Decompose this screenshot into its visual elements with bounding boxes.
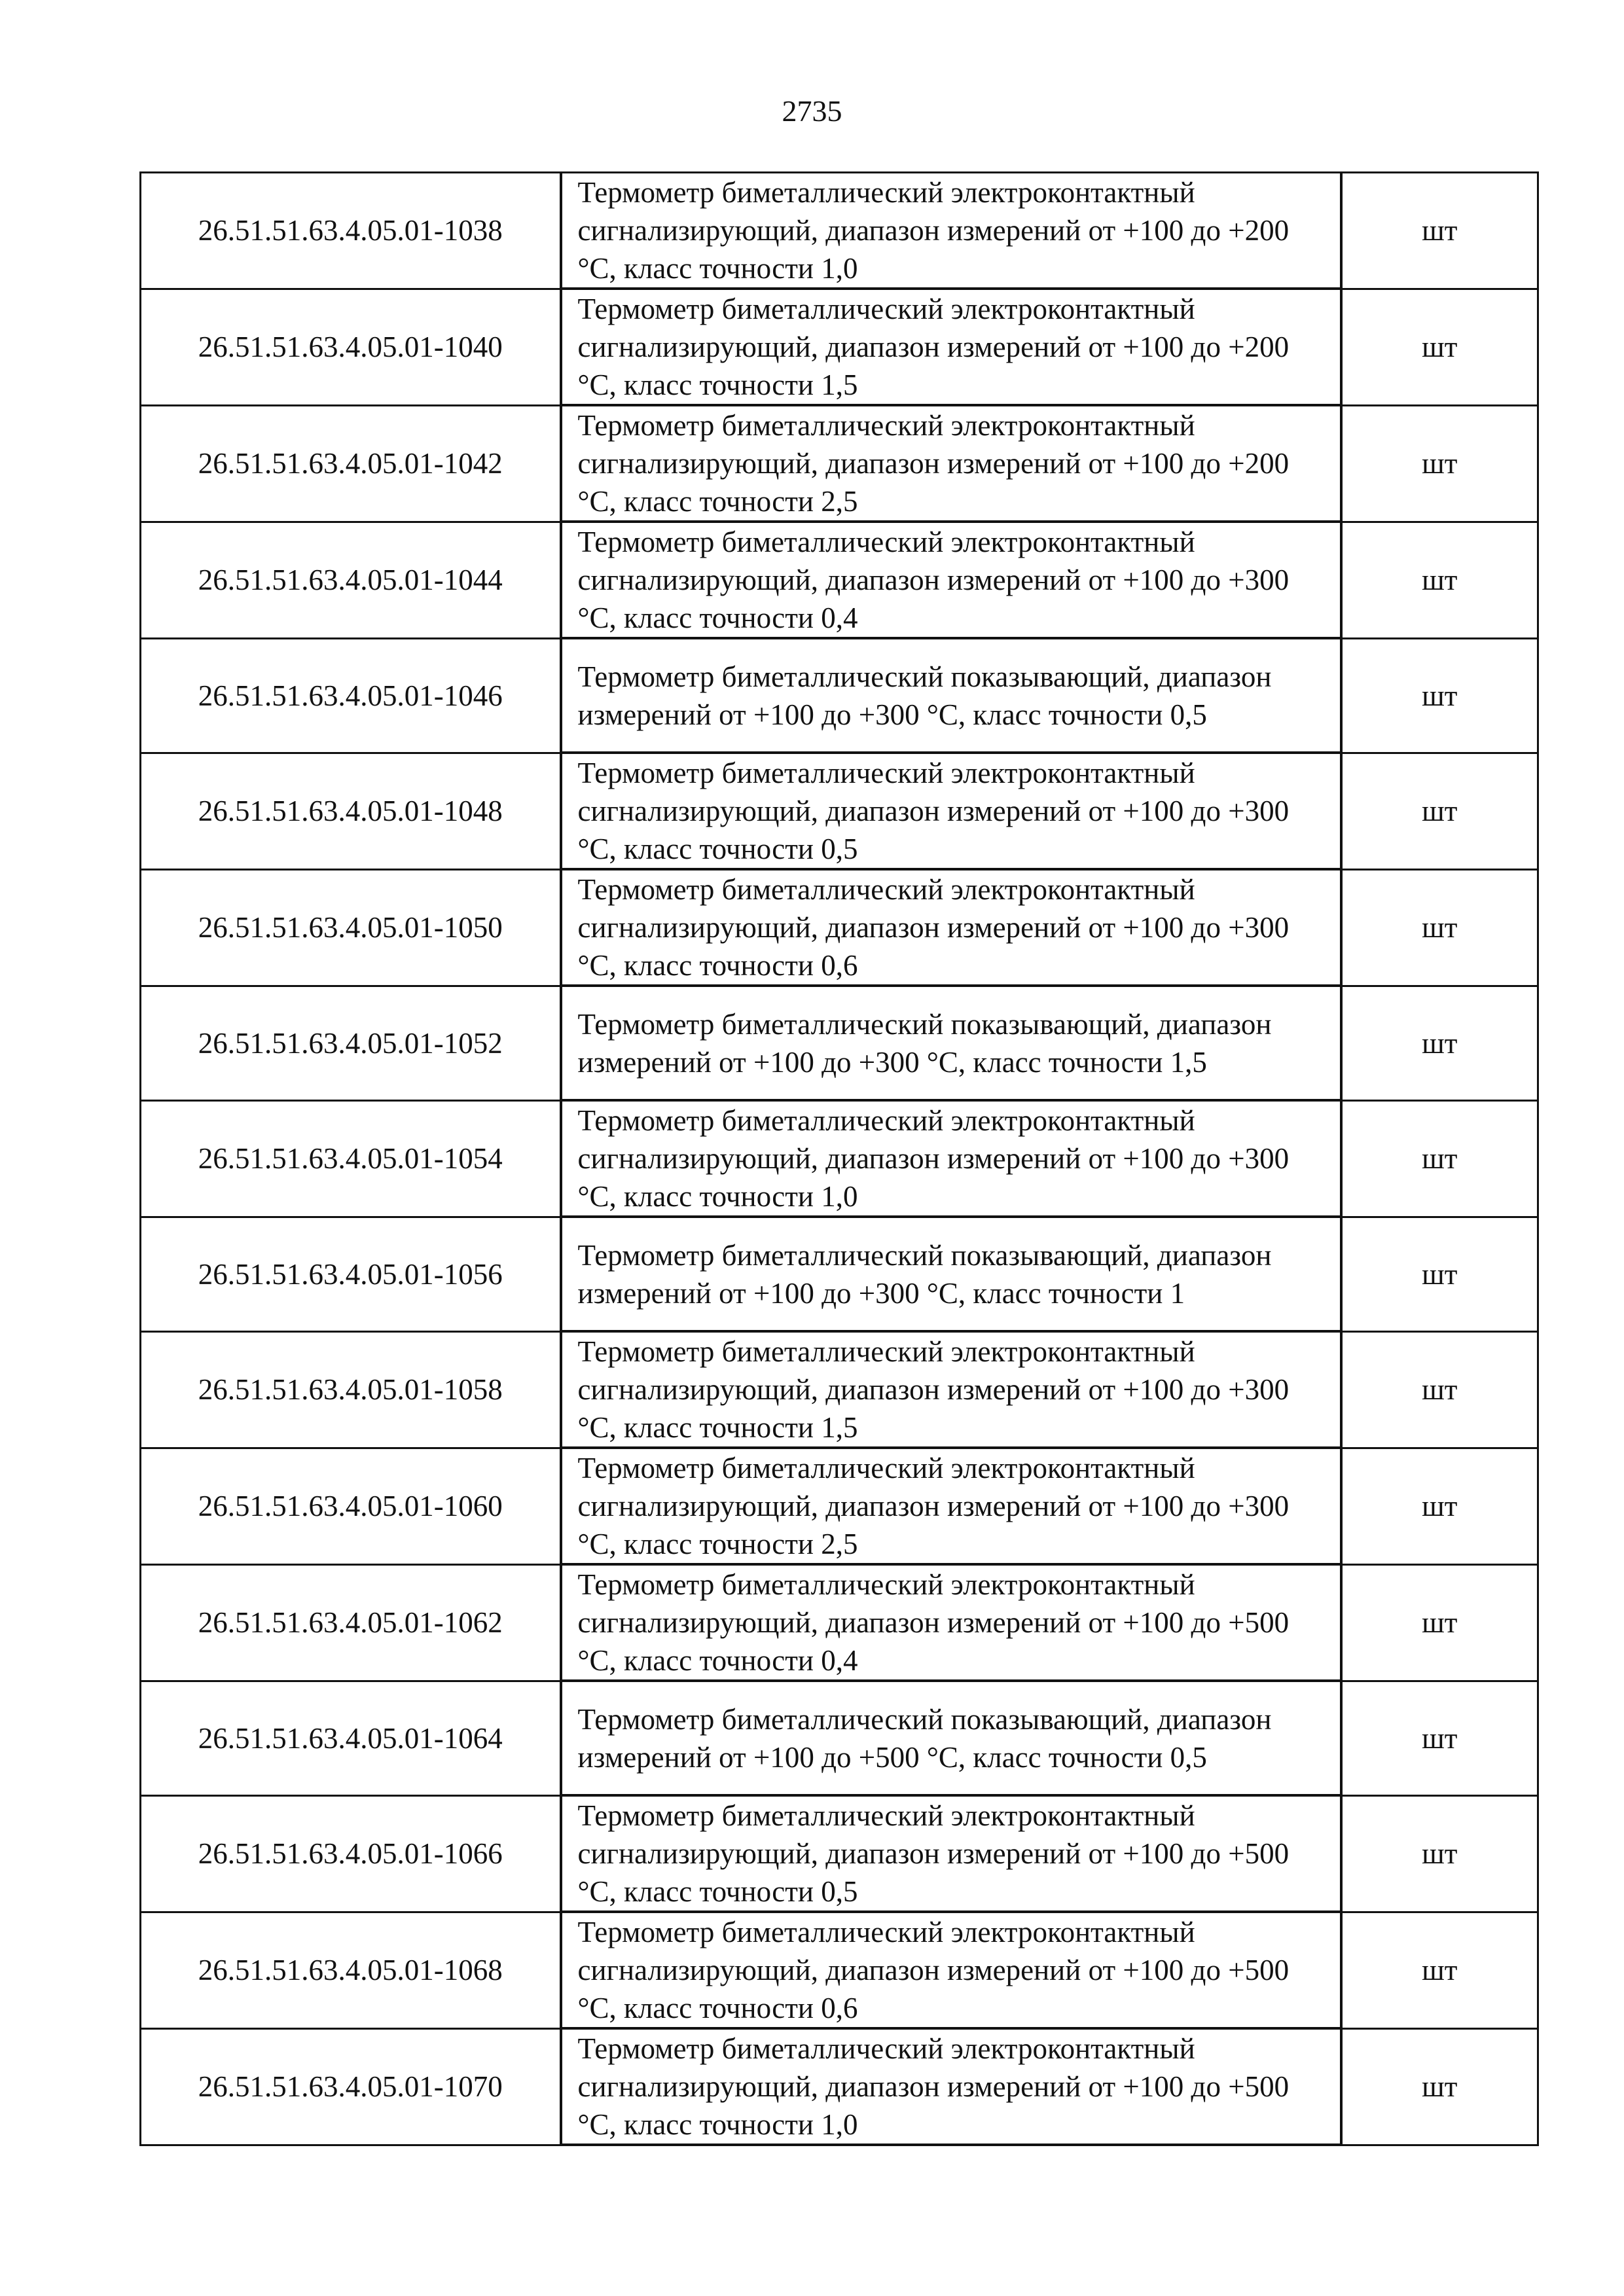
resource-name: Термометр биметаллический показывающий, диапазон измерений от +100 до +500 °С, класс точности 0,5 — [561, 1681, 1341, 1795]
resource-name: Термометр биметаллический электроконтактный сигнализирующий, диапазон измерений от +100 до +300 °С, класс точности 2,5 — [561, 1448, 1341, 1564]
table-row — [141, 173, 1538, 289]
table-row — [141, 405, 1538, 522]
resource-code: 26.51.51.63.4.05.01-1070 — [141, 2028, 561, 2145]
table-row — [141, 1100, 1538, 1217]
table-row — [141, 522, 1538, 638]
table-row — [141, 2028, 1538, 2145]
unit-of-measure: шт — [1341, 1912, 1538, 2028]
unit-of-measure: шт — [1341, 173, 1538, 289]
resource-code: 26.51.51.63.4.05.01-1066 — [141, 1795, 561, 1912]
resource-name: Термометр биметаллический электроконтактный сигнализирующий, диапазон измерений от +100 до +500 °С, класс точности 0,5 — [561, 1795, 1341, 1912]
resource-table — [139, 171, 1539, 2146]
resource-code: 26.51.51.63.4.05.01-1044 — [141, 522, 561, 638]
resource-name: Термометр биметаллический электроконтактный сигнализирующий, диапазон измерений от +100 до +200 °С, класс точности 1,5 — [561, 289, 1341, 405]
unit-of-measure: шт — [1341, 1681, 1538, 1795]
resource-code: 26.51.51.63.4.05.01-1064 — [141, 1681, 561, 1795]
unit-of-measure: шт — [1341, 1331, 1538, 1448]
resource-name: Термометр биметаллический показывающий, диапазон измерений от +100 до +300 °С, класс точности 0,5 — [561, 638, 1341, 753]
table-row — [141, 289, 1538, 405]
resource-code: 26.51.51.63.4.05.01-1050 — [141, 869, 561, 986]
resource-code: 26.51.51.63.4.05.01-1040 — [141, 289, 561, 405]
table-row — [141, 1795, 1538, 1912]
table-row — [141, 869, 1538, 986]
table-row — [141, 753, 1538, 869]
resource-code: 26.51.51.63.4.05.01-1042 — [141, 405, 561, 522]
unit-of-measure: шт — [1341, 753, 1538, 869]
resource-name: Термометр биметаллический показывающий, диапазон измерений от +100 до +300 °С, класс точности 1 — [561, 1217, 1341, 1331]
table-row — [141, 1912, 1538, 2028]
resource-name: Термометр биметаллический электроконтактный сигнализирующий, диапазон измерений от +100 до +300 °С, класс точности 0,5 — [561, 753, 1341, 869]
resource-name: Термометр биметаллический электроконтактный сигнализирующий, диапазон измерений от +100 до +300 °С, класс точности 1,5 — [561, 1331, 1341, 1448]
resource-code: 26.51.51.63.4.05.01-1056 — [141, 1217, 561, 1331]
unit-of-measure: шт — [1341, 289, 1538, 405]
resource-name: Термометр биметаллический электроконтактный сигнализирующий, диапазон измерений от +100 до +500 °С, класс точности 0,4 — [561, 1564, 1341, 1681]
resource-name: Термометр биметаллический электроконтактный сигнализирующий, диапазон измерений от +100 до +500 °С, класс точности 1,0 — [561, 2028, 1341, 2145]
resource-name: Термометр биметаллический электроконтактный сигнализирующий, диапазон измерений от +100 до +300 °С, класс точности 0,4 — [561, 522, 1341, 638]
unit-of-measure: шт — [1341, 1100, 1538, 1217]
unit-of-measure: шт — [1341, 1448, 1538, 1564]
resource-code: 26.51.51.63.4.05.01-1068 — [141, 1912, 561, 2028]
resource-name: Термометр биметаллический показывающий, диапазон измерений от +100 до +300 °С, класс точности 1,5 — [561, 986, 1341, 1100]
resource-code: 26.51.51.63.4.05.01-1060 — [141, 1448, 561, 1564]
resource-code: 26.51.51.63.4.05.01-1058 — [141, 1331, 561, 1448]
page-number: 2735 — [782, 94, 842, 128]
resource-name: Термометр биметаллический электроконтактный сигнализирующий, диапазон измерений от +100 до +200 °С, класс точности 1,0 — [561, 173, 1341, 289]
unit-of-measure: шт — [1341, 1564, 1538, 1681]
table-row — [141, 1448, 1538, 1564]
resource-code: 26.51.51.63.4.05.01-1052 — [141, 986, 561, 1100]
unit-of-measure: шт — [1341, 2028, 1538, 2145]
resource-name: Термометр биметаллический электроконтактный сигнализирующий, диапазон измерений от +100 до +300 °С, класс точности 0,6 — [561, 869, 1341, 986]
table-row — [141, 1217, 1538, 1331]
table-row — [141, 1331, 1538, 1448]
resource-name: Термометр биметаллический электроконтактный сигнализирующий, диапазон измерений от +100 до +200 °С, класс точности 2,5 — [561, 405, 1341, 522]
table-row — [141, 1681, 1538, 1795]
table-row — [141, 1564, 1538, 1681]
resource-code: 26.51.51.63.4.05.01-1038 — [141, 173, 561, 289]
resource-code: 26.51.51.63.4.05.01-1062 — [141, 1564, 561, 1681]
resource-name: Термометр биметаллический электроконтактный сигнализирующий, диапазон измерений от +100 до +500 °С, класс точности 0,6 — [561, 1912, 1341, 2028]
resource-code: 26.51.51.63.4.05.01-1048 — [141, 753, 561, 869]
table-row — [141, 986, 1538, 1100]
unit-of-measure: шт — [1341, 986, 1538, 1100]
unit-of-measure: шт — [1341, 405, 1538, 522]
resource-code: 26.51.51.63.4.05.01-1046 — [141, 638, 561, 753]
resource-name: Термометр биметаллический электроконтактный сигнализирующий, диапазон измерений от +100 до +300 °С, класс точности 1,0 — [561, 1100, 1341, 1217]
table-row — [141, 638, 1538, 753]
unit-of-measure: шт — [1341, 869, 1538, 986]
unit-of-measure: шт — [1341, 1795, 1538, 1912]
unit-of-measure: шт — [1341, 522, 1538, 638]
unit-of-measure: шт — [1341, 638, 1538, 753]
unit-of-measure: шт — [1341, 1217, 1538, 1331]
resource-code: 26.51.51.63.4.05.01-1054 — [141, 1100, 561, 1217]
